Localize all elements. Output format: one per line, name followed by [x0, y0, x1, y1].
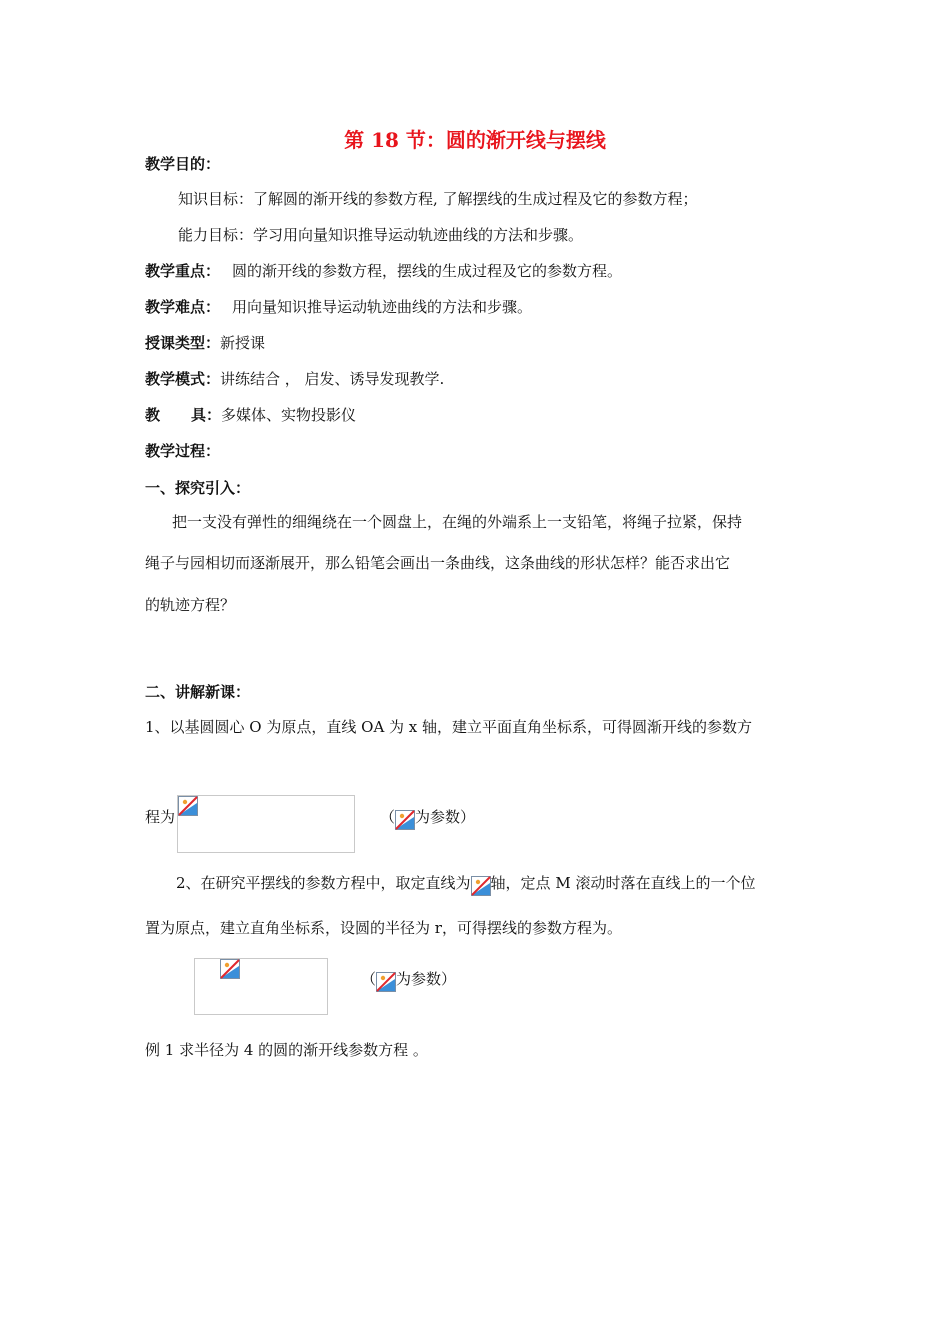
item2-line1: 2、在研究平摆线的参数方程中，取定直线为 轴，定点 M 滚动时落在直线上的一个位	[176, 872, 755, 893]
teaching-mode-text: 讲练结合 ， 启发、诱导发现教学.	[220, 370, 445, 388]
equation-image-placeholder	[177, 795, 355, 853]
item1-prefix: 程为	[145, 808, 176, 826]
difficult-points-text: 用向量知识推导运动轨迹曲线的方法和步骤。	[232, 298, 533, 316]
process-label: 教学过程：	[145, 442, 221, 460]
equation-image-placeholder	[194, 958, 328, 1015]
teaching-tools-label-a: 教	[145, 406, 161, 424]
example-1: 例 1 求半径为 4 的圆的渐开线参数方程 。	[145, 1041, 428, 1059]
section1-line3: 的轨迹方程？	[145, 596, 236, 614]
objectives-label: 教学目的：	[145, 155, 221, 173]
item2-line2: 置为原点，建立直角坐标系，设圆的半径为 r，可得摆线的参数方程为。	[145, 919, 622, 937]
section1-line1: 把一支没有弹性的细绳绕在一个圆盘上，在绳的外端系上一支铅笔，将绳子拉紧，保持	[172, 513, 743, 531]
broken-image-icon	[376, 972, 396, 992]
lesson-type-label: 授课类型：	[145, 334, 221, 352]
teaching-tools-label-b: 具：	[191, 406, 222, 424]
key-points-label: 教学重点：	[145, 262, 221, 280]
item1-line1: 1、以基圆圆心 O 为原点，直线 OA 为 x 轴，建立平面直角坐标系，可得圆渐开线的参数方	[145, 718, 753, 736]
broken-image-icon	[395, 810, 415, 830]
difficult-points-label: 教学难点：	[145, 298, 221, 316]
teaching-mode-row	[145, 368, 444, 389]
difficult-points-row	[145, 296, 532, 317]
key-points-text: 圆的渐开线的参数方程，摆线的生成过程及它的参数方程。	[232, 262, 623, 280]
broken-image-icon	[471, 876, 491, 896]
section1-heading: 一、探究引入：	[145, 479, 251, 497]
broken-image-icon	[220, 959, 240, 979]
section2-heading: 二、讲解新课：	[145, 683, 251, 701]
key-points-row	[145, 260, 622, 281]
teaching-tools-text: 多媒体、实物投影仪	[221, 406, 357, 424]
teaching-tools-row	[145, 404, 356, 425]
item1-param: （ 为参数）	[380, 806, 475, 827]
lesson-type-row	[145, 332, 265, 353]
teaching-mode-label: 教学模式：	[145, 370, 221, 388]
section1-line2: 绳子与园相切而逐渐展开，那么铅笔会画出一条曲线，这条曲线的形状怎样？能否求出它	[145, 554, 731, 572]
broken-image-icon	[178, 796, 198, 816]
page-title: 第 18 节：圆的渐开线与摆线	[344, 128, 606, 152]
ability-goal: 能力目标：学习用向量知识推导运动轨迹曲线的方法和步骤。	[178, 226, 584, 244]
item2-param: （ 为参数）	[361, 968, 456, 989]
knowledge-goal: 知识目标：了解圆的渐开线的参数方程, 了解摆线的生成过程及它的参数方程；	[178, 190, 698, 208]
lesson-type-text: 新授课	[220, 334, 266, 352]
